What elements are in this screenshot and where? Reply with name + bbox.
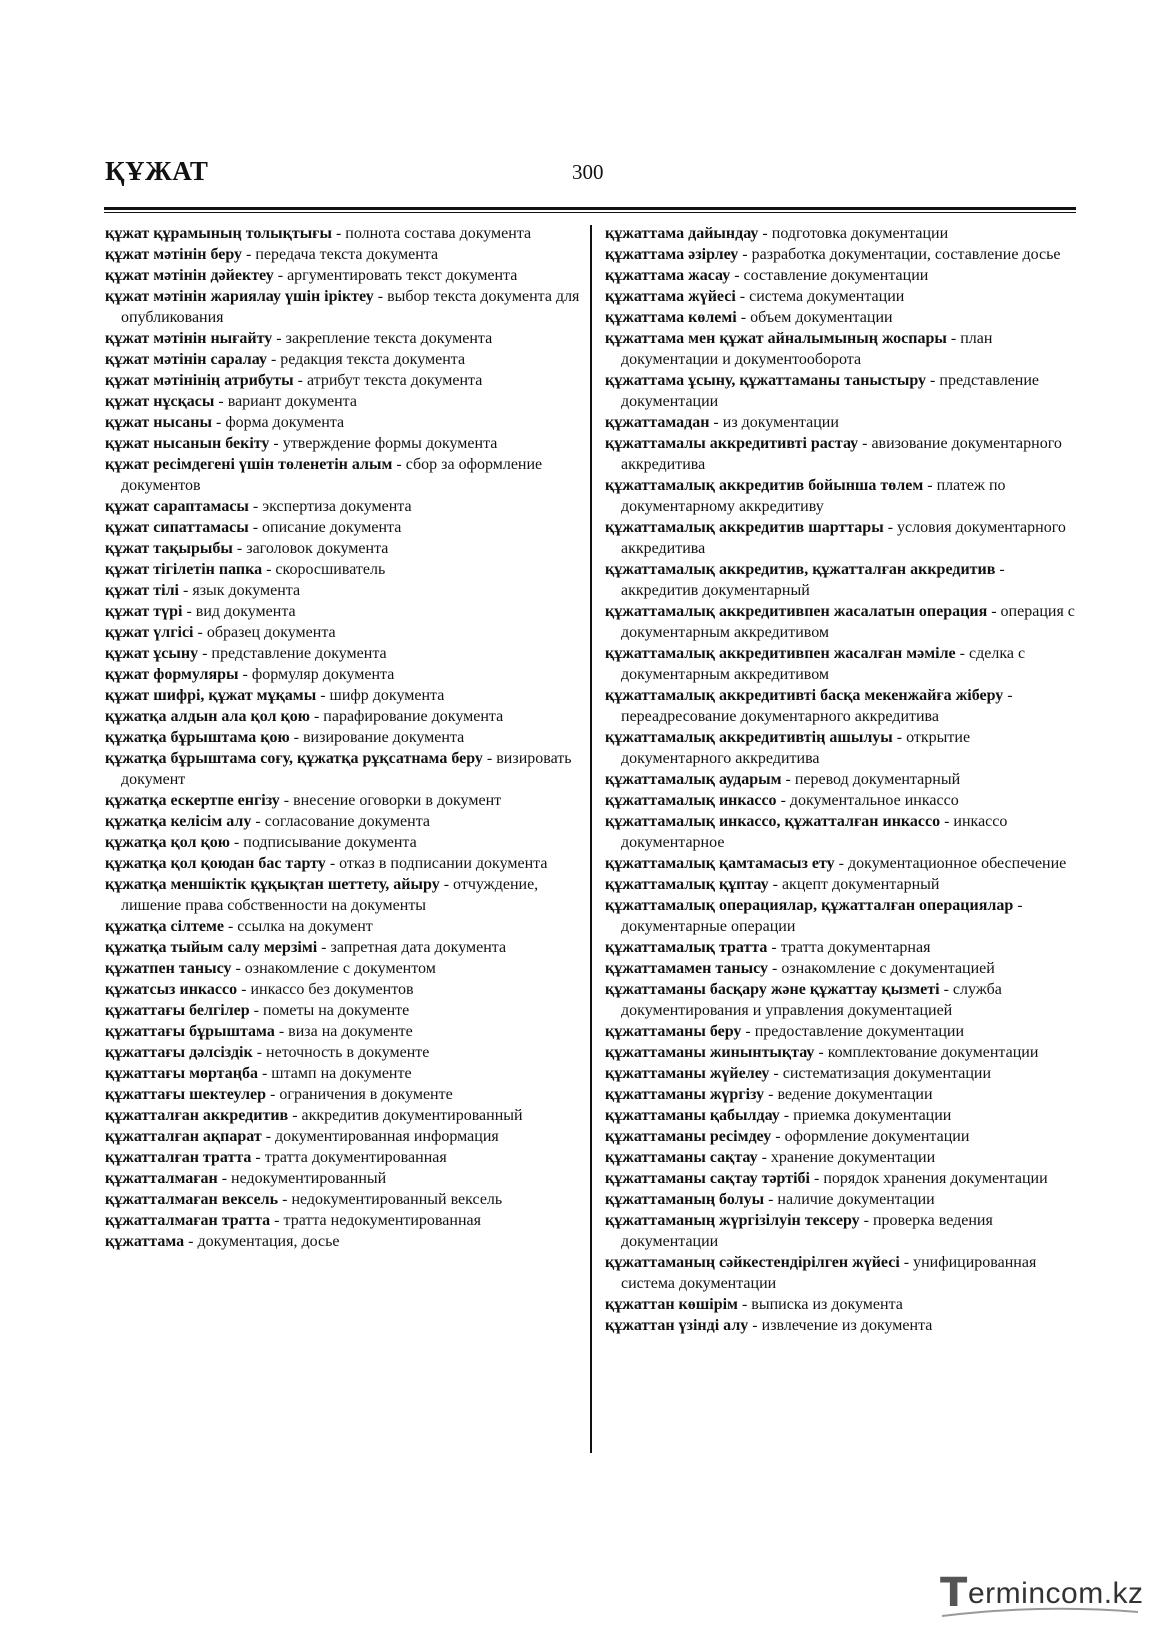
entry-term: құжат мәтінін нығайту bbox=[105, 330, 273, 347]
dictionary-entry bbox=[605, 790, 1081, 811]
entry-term: құжатталмаған bbox=[105, 1170, 218, 1187]
entry-definition: - из документации bbox=[709, 414, 839, 431]
dictionary-entry bbox=[105, 1063, 583, 1084]
dictionary-entry bbox=[605, 1105, 1081, 1126]
entry-definition: - документация, досье bbox=[184, 1233, 340, 1250]
dictionary-entry bbox=[605, 265, 1081, 286]
entry-definition: - систематизация документации bbox=[769, 1065, 992, 1082]
dictionary-entry bbox=[105, 1189, 583, 1210]
dictionary-entry bbox=[105, 1084, 583, 1105]
entry-term: құжатсыз инкассо bbox=[105, 981, 238, 998]
dictionary-entry bbox=[105, 811, 583, 832]
dictionary-entry bbox=[105, 328, 583, 349]
dictionary-entry bbox=[605, 874, 1081, 895]
dictionary-entry bbox=[105, 685, 583, 706]
dictionary-entry bbox=[105, 391, 583, 412]
entry-definition: - сбор за оформление документов bbox=[121, 456, 543, 494]
entry-definition: - формуляр документа bbox=[238, 666, 395, 683]
dictionary-entry bbox=[605, 1063, 1081, 1084]
entry-term: құжат нұсқасы bbox=[105, 393, 215, 410]
entry-definition: - штамп на документе bbox=[257, 1065, 412, 1082]
dictionary-entry bbox=[105, 412, 583, 433]
entry-term: құжаттағы дәлсіздік bbox=[105, 1044, 253, 1061]
dictionary-entry bbox=[105, 454, 583, 496]
dictionary-entry bbox=[105, 832, 583, 853]
dictionary-entry bbox=[105, 580, 583, 601]
header-rule-thin bbox=[104, 212, 1076, 213]
dictionary-entry bbox=[105, 601, 583, 622]
entry-term: құжаттаманың жүргізілуін тексеру bbox=[605, 1212, 860, 1229]
entry-definition: - подписывание документа bbox=[229, 834, 417, 851]
entry-definition: - служба документирования и управления документацией bbox=[621, 981, 1002, 1019]
dictionary-entry bbox=[105, 1021, 583, 1042]
dictionary-entry bbox=[105, 622, 583, 643]
entry-definition: - документационное обеспечение bbox=[834, 855, 1067, 872]
dictionary-entry bbox=[105, 496, 583, 517]
entry-definition: - система документации bbox=[735, 288, 905, 305]
dictionary-entry bbox=[605, 1084, 1081, 1105]
entry-definition: - недокументированный вексель bbox=[278, 1191, 503, 1208]
entry-term: құжатталмаған тратта bbox=[105, 1212, 271, 1229]
entry-definition: - представление документа bbox=[198, 645, 387, 662]
entry-term: құжаттаманы ресімдеу bbox=[605, 1128, 772, 1145]
entry-term: құжаттан көшірім bbox=[605, 1296, 738, 1313]
entry-definition: - внесение оговорки в документ bbox=[279, 792, 502, 809]
entry-term: құжаттама дайындау bbox=[605, 225, 759, 242]
entry-term: құжаттама жасау bbox=[605, 267, 731, 284]
entry-definition: - наличие документации bbox=[764, 1191, 935, 1208]
entry-definition: - запретная дата документа bbox=[317, 939, 507, 956]
dictionary-entry bbox=[605, 811, 1081, 853]
dictionary-entry bbox=[105, 874, 583, 916]
dictionary-entry bbox=[605, 1042, 1081, 1063]
entry-term: құжаттаманы беру bbox=[605, 1023, 742, 1040]
entry-term: құжат формуляры bbox=[105, 666, 239, 683]
entry-term: құжаттаманы басқару және құжаттау қызметі bbox=[605, 981, 940, 998]
entry-definition: - объем документации bbox=[736, 309, 893, 326]
dictionary-entry bbox=[605, 475, 1081, 517]
entry-term: құжаттаманы сақтау тәртібі bbox=[605, 1170, 810, 1187]
dictionary-entry bbox=[605, 433, 1081, 475]
entry-term: құжат тілі bbox=[105, 582, 179, 599]
dictionary-entry bbox=[105, 1105, 583, 1126]
dictionary-entry bbox=[605, 1126, 1081, 1147]
dictionary-entry bbox=[105, 853, 583, 874]
entry-definition: - хранение документации bbox=[757, 1149, 936, 1166]
entry-term: құжат ресімдегені үшін төленетін алым bbox=[105, 456, 393, 473]
entry-term: құжат мәтінін дәйектеу bbox=[105, 267, 274, 284]
entry-term: құжат мәтінін жариялау үшін іріктеу bbox=[105, 288, 374, 305]
dictionary-entry bbox=[605, 979, 1081, 1021]
dictionary-entry bbox=[605, 853, 1081, 874]
entry-term: құжаттама bbox=[105, 1233, 185, 1250]
dictionary-entry bbox=[605, 1294, 1081, 1315]
entry-definition: - условия документарного аккредитива bbox=[621, 519, 1066, 557]
entry-term: құжат нысаны bbox=[105, 414, 212, 431]
watermark-swoosh-icon bbox=[940, 1606, 1140, 1618]
entry-term: құжат мәтінін беру bbox=[105, 246, 243, 263]
dictionary-entry bbox=[605, 769, 1081, 790]
entry-term: құжат тақырыбы bbox=[105, 540, 233, 557]
dictionary-entry bbox=[105, 643, 583, 664]
dictionary-entry bbox=[605, 559, 1081, 601]
entry-term: құжатқа сілтеме bbox=[105, 918, 224, 935]
entry-definition: - аккредитив документарный bbox=[621, 561, 1005, 599]
entry-definition: - извлечение из документа bbox=[748, 1317, 933, 1334]
entry-definition: - неточность в документе bbox=[252, 1044, 430, 1061]
entry-definition: - скоросшиватель bbox=[262, 561, 386, 578]
entry-definition: - редакция текста документа bbox=[266, 351, 466, 368]
dictionary-entry bbox=[605, 643, 1081, 685]
entry-term: құжаттамалық аккредитивпен жасалған мәміле bbox=[605, 645, 956, 662]
entry-term: құжаттамалық аударым bbox=[605, 771, 782, 788]
entry-term: құжат үлгісі bbox=[105, 624, 194, 641]
entry-term: құжаттағы мөртаңба bbox=[105, 1065, 258, 1082]
entry-definition: - приемка документации bbox=[779, 1107, 952, 1124]
entry-definition: - ознакомление с документацией bbox=[767, 960, 995, 977]
entry-definition: - инкассо без документов bbox=[237, 981, 414, 998]
entry-definition: - визирование документа bbox=[289, 729, 465, 746]
dictionary-entry bbox=[105, 244, 583, 265]
entry-term: құжаттама әзірлеу bbox=[605, 246, 739, 263]
entry-term: құжаттан үзінді алу bbox=[605, 1317, 749, 1334]
left-column bbox=[105, 223, 583, 1252]
entry-definition: - тратта недокументированная bbox=[270, 1212, 481, 1229]
entry-definition: - пометы на документе bbox=[249, 1002, 410, 1019]
dictionary-entry bbox=[605, 328, 1081, 370]
dictionary-entry bbox=[105, 916, 583, 937]
entry-definition: - план документации и документооборота bbox=[621, 330, 993, 368]
dictionary-entry bbox=[105, 370, 583, 391]
entry-definition: - ознакомление с документом bbox=[231, 960, 436, 977]
entry-term: құжатқа бұрыштама соғу, құжатқа рұқсатнама беру bbox=[105, 750, 483, 767]
entry-term: құжат шифрі, құжат мұқамы bbox=[105, 687, 317, 704]
dictionary-entry bbox=[605, 1168, 1081, 1189]
entry-definition: - аккредитив документированный bbox=[288, 1107, 523, 1124]
entry-term: құжатқа алдын ала қол қою bbox=[105, 708, 310, 725]
entry-definition: - ведение документации bbox=[764, 1086, 933, 1103]
entry-term: құжаттамалық инкассо bbox=[605, 792, 777, 809]
entry-definition: - утверждение формы документа bbox=[269, 435, 498, 452]
entry-term: құжатқа ескертпе енгізу bbox=[105, 792, 280, 809]
dictionary-entry bbox=[105, 559, 583, 580]
entry-term: құжаттаманы жинынтықтау bbox=[605, 1044, 815, 1061]
entry-definition: - платеж по документарному аккредитиву bbox=[621, 477, 1006, 515]
entry-term: құжат нысанын бекіту bbox=[105, 435, 270, 452]
entry-term: құжаттамалы аккредитивті растау bbox=[605, 435, 859, 452]
entry-definition: - согласование документа bbox=[251, 813, 430, 830]
entry-definition: - тратта документарная bbox=[767, 939, 931, 956]
entry-definition: - ссылка на документ bbox=[223, 918, 373, 935]
dictionary-entry bbox=[105, 1126, 583, 1147]
entry-term: құжаттама жүйесі bbox=[605, 288, 736, 305]
entry-term: құжатқа келісім алу bbox=[105, 813, 252, 830]
entry-definition: - оформление документации bbox=[771, 1128, 970, 1145]
entry-term: құжатқа бұрыштама қою bbox=[105, 729, 290, 746]
dictionary-entry bbox=[105, 433, 583, 454]
dictionary-entry bbox=[605, 1252, 1081, 1294]
entry-definition: - переадресование документарного аккредитива bbox=[621, 687, 1013, 725]
entry-term: құжат құрамының толықтығы bbox=[105, 225, 332, 242]
entry-definition: - выписка из документа bbox=[737, 1296, 903, 1313]
dictionary-entry bbox=[105, 1042, 583, 1063]
entry-term: құжаттамамен танысу bbox=[605, 960, 768, 977]
dictionary-entry bbox=[105, 538, 583, 559]
entry-term: құжаттаманы жүйелеу bbox=[605, 1065, 770, 1082]
entry-definition: - виза на документе bbox=[274, 1023, 413, 1040]
entry-term: құжаттама мен құжат айналымының жоспары bbox=[605, 330, 947, 347]
dictionary-entry bbox=[105, 706, 583, 727]
entry-term: құжатталған ақпарат bbox=[105, 1128, 262, 1145]
entry-term: құжаттама ұсыну, құжаттаманы таныстыру bbox=[605, 372, 927, 389]
entry-definition: - унифицированная система документации bbox=[621, 1254, 1037, 1292]
entry-definition: - порядок хранения документации bbox=[809, 1170, 1048, 1187]
entry-term: құжаттағы бұрыштама bbox=[105, 1023, 275, 1040]
entry-term: құжатталмаған вексель bbox=[105, 1191, 279, 1208]
entry-definition: - выбор текста документа для опубликования bbox=[121, 288, 580, 326]
dictionary-entry bbox=[105, 223, 583, 244]
entry-term: құжатпен танысу bbox=[105, 960, 232, 977]
entry-term: құжаттағы белгілер bbox=[105, 1002, 250, 1019]
entry-term: құжаттамалық құптау bbox=[605, 876, 769, 893]
entry-definition: - составление документации bbox=[730, 267, 929, 284]
entry-term: құжат сипаттамасы bbox=[105, 519, 249, 536]
entry-definition: - отказ в подписании документа bbox=[325, 855, 548, 872]
entry-definition: - вид документа bbox=[182, 603, 296, 620]
dictionary-entry bbox=[105, 727, 583, 748]
entry-definition: - передача текста документа bbox=[242, 246, 439, 263]
entry-term: құжат түрі bbox=[105, 603, 183, 620]
entry-term: құжаттамалық операциялар, құжатталған операциялар bbox=[605, 897, 1014, 914]
entry-definition: - вариант документа bbox=[214, 393, 357, 410]
dictionary-entry bbox=[605, 1021, 1081, 1042]
entry-definition: - предоставление документации bbox=[741, 1023, 965, 1040]
entry-term: құжаттаманы сақтау bbox=[605, 1149, 758, 1166]
entry-term: құжат ұсыну bbox=[105, 645, 199, 662]
entry-definition: - недокументированный bbox=[217, 1170, 387, 1187]
entry-definition: - парафирование документа bbox=[309, 708, 504, 725]
dictionary-entry bbox=[605, 1189, 1081, 1210]
entry-definition: - форма документа bbox=[211, 414, 345, 431]
entry-definition: - представление документации bbox=[621, 372, 1040, 410]
entry-term: құжаттамадан bbox=[605, 414, 710, 431]
header-rule-thick bbox=[104, 207, 1076, 210]
entry-term: құжатталған тратта bbox=[105, 1149, 252, 1166]
dictionary-entry bbox=[105, 1147, 583, 1168]
entry-term: құжаттамалық аккредитив бойынша төлем bbox=[605, 477, 924, 494]
entry-definition: - закрепление текста документа bbox=[272, 330, 493, 347]
dictionary-entry bbox=[105, 664, 583, 685]
entry-term: құжаттамалық аккредитив шарттары bbox=[605, 519, 884, 536]
entry-definition: - акцепт документарный bbox=[768, 876, 940, 893]
dictionary-entry bbox=[605, 286, 1081, 307]
entry-definition: - отчуждение, лишение права собственности на документы bbox=[121, 876, 539, 914]
entry-definition: - шифр документа bbox=[316, 687, 445, 704]
dictionary-entry bbox=[105, 1210, 583, 1231]
entry-definition: - описание документа bbox=[248, 519, 402, 536]
dictionary-entry bbox=[105, 979, 583, 1000]
dictionary-entry bbox=[605, 1315, 1081, 1336]
entry-definition: - операция с документарным аккредитивом bbox=[621, 603, 1075, 641]
dictionary-entry bbox=[105, 1168, 583, 1189]
watermark-text: ermincom.kz bbox=[968, 1577, 1144, 1610]
entry-definition: - документальное инкассо bbox=[776, 792, 959, 809]
entry-term: құжат тігілетін папка bbox=[105, 561, 263, 578]
entry-definition: - тратта документированная bbox=[251, 1149, 447, 1166]
dictionary-entry bbox=[605, 937, 1081, 958]
header-word: ҚҰЖАТ bbox=[105, 156, 209, 186]
dictionary-entry bbox=[605, 244, 1081, 265]
dictionary-entry bbox=[605, 370, 1081, 412]
entry-definition: - заголовок документа bbox=[232, 540, 389, 557]
dictionary-entry bbox=[605, 958, 1081, 979]
entry-term: құжаттаманы жүргізу bbox=[605, 1086, 765, 1103]
entry-term: құжаттамалық қамтамасыз ету bbox=[605, 855, 835, 872]
entry-term: құжаттамалық аккредитивпен жасалатын операция bbox=[605, 603, 988, 620]
page-number: 300 bbox=[572, 160, 604, 184]
dictionary-entry bbox=[605, 412, 1081, 433]
entry-definition: - перевод документарный bbox=[781, 771, 961, 788]
dictionary-entry bbox=[105, 790, 583, 811]
dictionary-entry bbox=[605, 517, 1081, 559]
entry-term: құжаттамалық аккредитивті басқа мекенжайға жіберу bbox=[605, 687, 1004, 704]
entry-term: құжат сараптамасы bbox=[105, 498, 249, 515]
entry-term: құжаттаманы қабылдау bbox=[605, 1107, 780, 1124]
dictionary-entry bbox=[605, 895, 1081, 937]
dictionary-entry bbox=[105, 517, 583, 538]
entry-term: құжатқа қол қоюдан бас тарту bbox=[105, 855, 326, 872]
watermark-logo-letter: T bbox=[940, 1570, 968, 1616]
entry-definition: - полнота состава документа bbox=[331, 225, 532, 242]
entry-term: құжаттамалық инкассо, құжатталған инкассо bbox=[605, 813, 941, 830]
entry-definition: - инкассо документарное bbox=[621, 813, 1008, 851]
right-column bbox=[605, 223, 1081, 1336]
entry-term: құжатталған аккредитив bbox=[105, 1107, 289, 1124]
dictionary-entry bbox=[605, 307, 1081, 328]
dictionary-entry bbox=[605, 685, 1081, 727]
entry-definition: - документированная информация bbox=[261, 1128, 499, 1145]
entry-term: құжаттаманың сәйкестендірілген жүйесі bbox=[605, 1254, 900, 1271]
dictionary-entry bbox=[105, 937, 583, 958]
dictionary-entry bbox=[605, 1210, 1081, 1252]
dictionary-entry bbox=[105, 349, 583, 370]
entry-definition: - подготовка документации bbox=[758, 225, 949, 242]
dictionary-entry bbox=[105, 265, 583, 286]
dictionary-entry bbox=[105, 748, 583, 790]
entry-definition: - экспертиза документа bbox=[248, 498, 412, 515]
dictionary-entry bbox=[605, 223, 1081, 244]
entry-definition: - документарные операции bbox=[621, 897, 1023, 935]
dictionary-entry bbox=[605, 727, 1081, 769]
dictionary-entry bbox=[105, 1000, 583, 1021]
entry-definition: - язык документа bbox=[179, 582, 301, 599]
entry-definition: - сделка с документарным аккредитивом bbox=[621, 645, 1026, 683]
entry-term: құжат мәтінінің атрибуты bbox=[105, 372, 294, 389]
dictionary-entry bbox=[605, 601, 1081, 643]
entry-term: құжаттама көлемі bbox=[605, 309, 737, 326]
entry-definition: - визировать документ bbox=[121, 750, 572, 788]
entry-term: құжатқа тыйым салу мерзімі bbox=[105, 939, 318, 956]
entry-term: құжаттамалық аккредитив, құжатталған аккредитив bbox=[605, 561, 996, 578]
column-divider bbox=[590, 225, 592, 1453]
entry-definition: - образец документа bbox=[193, 624, 336, 641]
entry-term: құжатқа қол қою bbox=[105, 834, 230, 851]
entry-definition: - разработка документации, составление досье bbox=[738, 246, 1061, 263]
dictionary-entry bbox=[105, 286, 583, 328]
dictionary-entry bbox=[605, 1147, 1081, 1168]
entry-definition: - ограничения в документе bbox=[266, 1086, 453, 1103]
entry-definition: - аргументировать текст документа bbox=[273, 267, 518, 284]
dictionary-entry bbox=[105, 1231, 583, 1252]
entry-definition: - авизование документарного аккредитива bbox=[621, 435, 1062, 473]
entry-term: құжаттамалық аккредитивтің ашылуы bbox=[605, 729, 893, 746]
entry-definition: - проверка ведения документации bbox=[621, 1212, 993, 1250]
entry-term: құжаттаманың болуы bbox=[605, 1191, 765, 1208]
entry-term: құжаттамалық тратта bbox=[605, 939, 768, 956]
termincom-watermark bbox=[940, 1570, 1150, 1620]
entry-definition: - открытие документарного аккредитива bbox=[621, 729, 971, 767]
entry-term: құжаттағы шектеулер bbox=[105, 1086, 267, 1103]
entry-definition: - комплектование документации bbox=[814, 1044, 1039, 1061]
entry-definition: - атрибут текста документа bbox=[293, 372, 483, 389]
dictionary-entry bbox=[105, 958, 583, 979]
entry-term: құжатқа меншіктік құқықтан шеттету, айыру bbox=[105, 876, 440, 893]
entry-term: құжат мәтінін саралау bbox=[105, 351, 267, 368]
